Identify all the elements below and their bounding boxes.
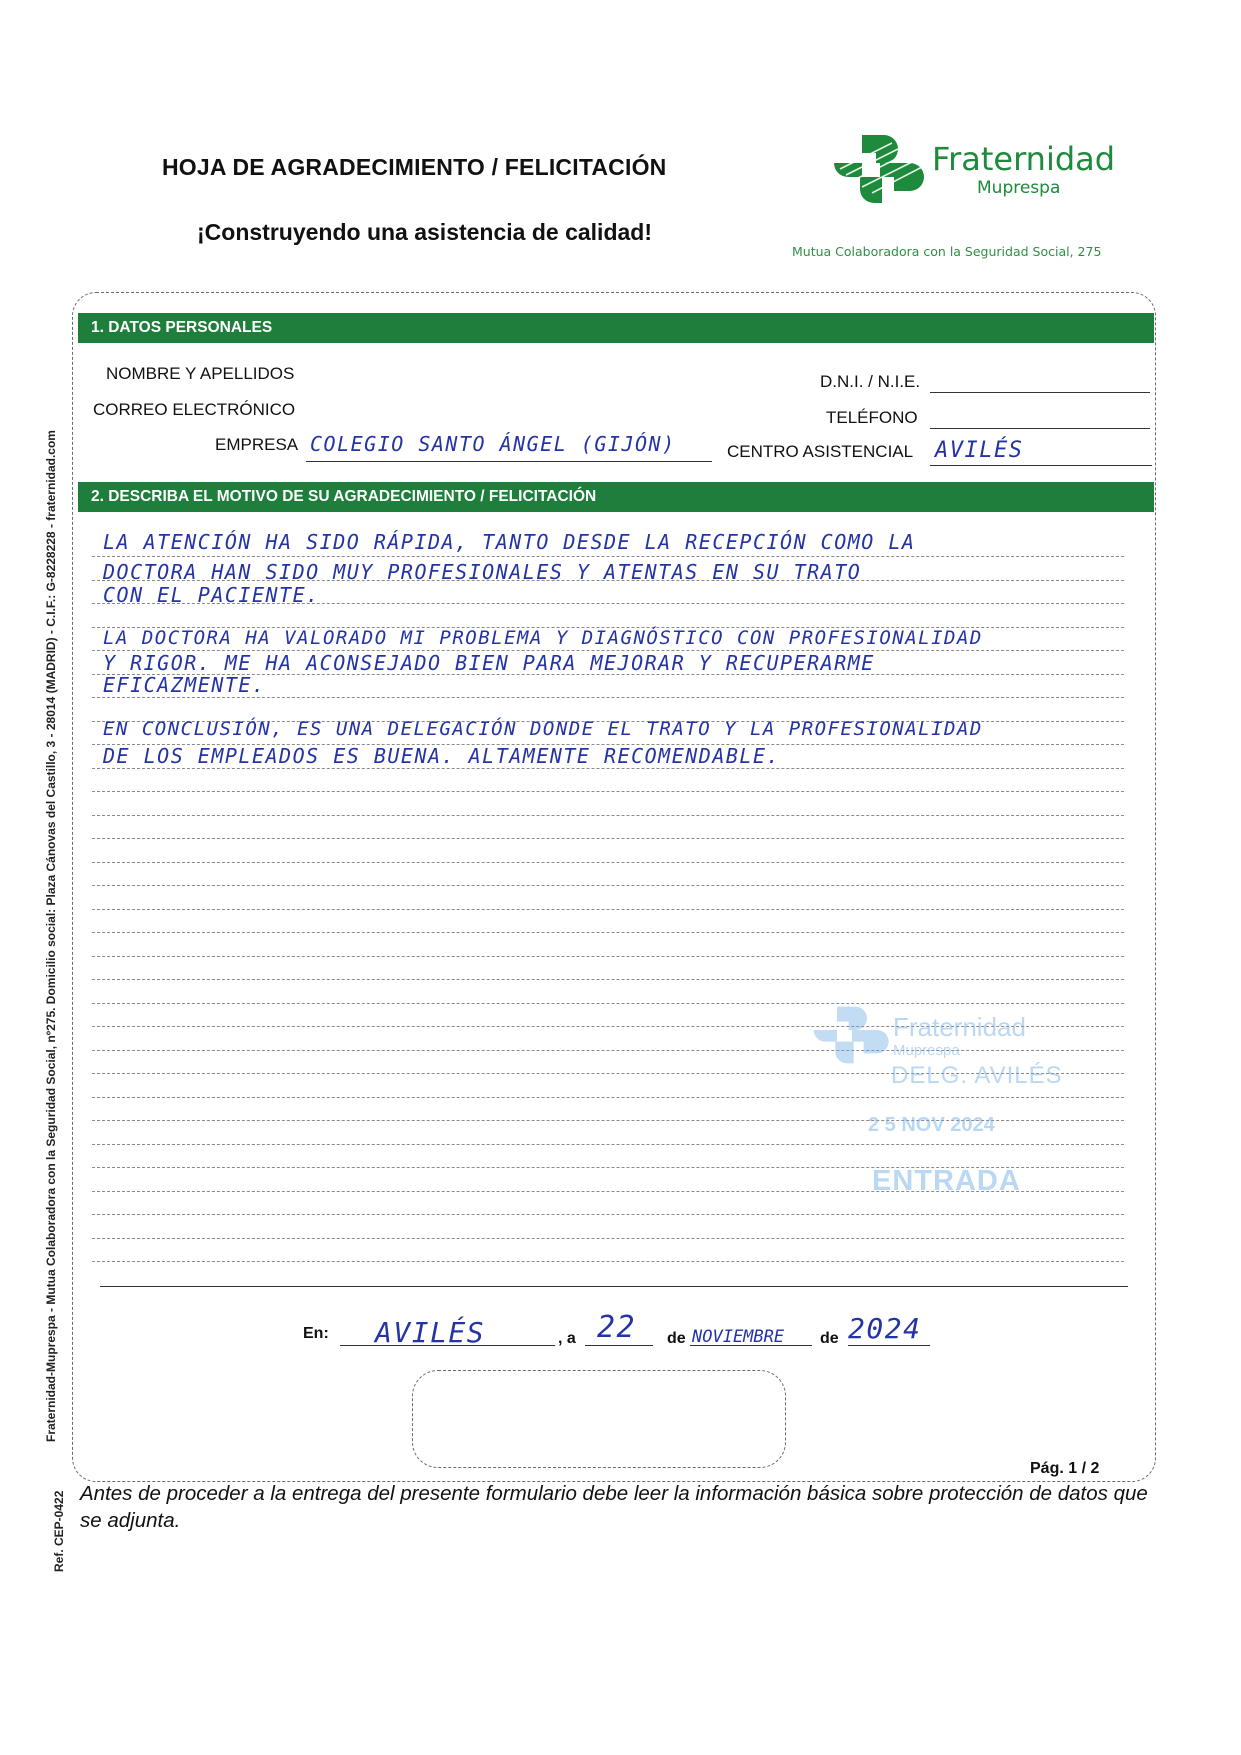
day-value[interactable]: 22 (597, 1310, 637, 1345)
ruled-line (92, 815, 1124, 816)
label-empresa: EMPRESA (215, 435, 299, 454)
reason-line: LA ATENCIÓN HA SIDO RÁPIDA, TANTO DESDE LA RECEPCIÓN COMO LA (103, 530, 916, 554)
dni-field[interactable] (930, 392, 1150, 393)
stamp-entrada: ENTRADA (872, 1165, 1021, 1197)
reason-line: EFICAZMENTE. (103, 673, 266, 697)
place-field-line (340, 1345, 555, 1346)
ruled-line (92, 979, 1124, 980)
logo-subword: Muprespa (977, 178, 1061, 198)
logo-wordmark: Fraternidad (932, 140, 1116, 178)
month-value[interactable]: NOVIEMBRE (692, 1327, 785, 1347)
ruled-line (92, 956, 1124, 957)
ruled-line (92, 1050, 1124, 1051)
year-field-line (848, 1345, 930, 1346)
form-frame (72, 292, 1156, 1482)
reason-line: Y RIGOR. ME HA ACONSEJADO BIEN PARA MEJORAR Y RECUPERARME (103, 651, 875, 675)
logo-tagline: Mutua Colaboradora con la Seguridad Social, 275 (792, 244, 1102, 259)
ruled-line (92, 556, 1124, 557)
side-legal-text: Fraternidad-Muprespa - Mutua Colaboradora con la Seguridad Social, nº275. Domicilio social: Plaza Cánovas del Castillo, 3 - 28014 (MADRID) - C.I.F.: G-8228228 - fraternidad.com (44, 430, 58, 1442)
label-de-2: de (820, 1330, 839, 1347)
ruled-line (92, 697, 1124, 698)
reason-line: DE LOS EMPLEADOS ES BUENA. ALTAMENTE RECOMENDABLE. (103, 744, 781, 768)
ruled-line (92, 1214, 1124, 1215)
stamp-logo-icon (812, 1004, 892, 1066)
ruled-line (92, 932, 1124, 933)
reason-line: DOCTORA HAN SIDO MUY PROFESIONALES Y ATENTAS EN SU TRATO (103, 560, 862, 584)
document-title: HOJA DE AGRADECIMIENTO / FELICITACIÓN (162, 154, 667, 180)
label-telefono: TELÉFONO (826, 408, 918, 427)
year-value[interactable]: 2024 (848, 1312, 922, 1345)
section-personal-data-header: 1. DATOS PERSONALES (78, 313, 1154, 343)
data-protection-note: Antes de proceder a la entrega del presente formulario debe leer la información básica sobre protección de datos que se adjunta. (80, 1482, 1148, 1532)
ruled-line (92, 1261, 1124, 1262)
month-field-line (690, 1345, 812, 1346)
day-field-line (585, 1345, 653, 1346)
label-de-1: de (667, 1330, 686, 1347)
stamp-date: 2 5 NOV 2024 (868, 1114, 995, 1136)
reason-end-line (100, 1286, 1128, 1287)
ruled-line (92, 768, 1124, 769)
empresa-field-line (306, 461, 712, 462)
reason-line: CON EL PACIENTE. (103, 583, 320, 607)
ruled-line (92, 1003, 1124, 1004)
ruled-line (92, 909, 1124, 910)
ruled-line (92, 1238, 1124, 1239)
document-subtitle: ¡Construyendo una asistencia de calidad! (197, 219, 652, 245)
ruled-line (92, 838, 1124, 839)
reason-line: LA DOCTORA HA VALORADO MI PROBLEMA Y DIAGNÓSTICO CON PROFESIONALIDAD (103, 627, 983, 649)
label-en: En: (303, 1325, 329, 1342)
label-a: , a (558, 1330, 576, 1347)
signature-box[interactable] (412, 1370, 786, 1468)
ruled-line (92, 1144, 1124, 1145)
centro-value[interactable]: AVILÉS (935, 438, 1024, 463)
ruled-line (92, 791, 1124, 792)
label-correo: CORREO ELECTRÓNICO (93, 400, 296, 419)
label-centro: CENTRO ASISTENCIAL (727, 442, 914, 461)
telefono-field[interactable] (930, 428, 1150, 429)
ruled-line (92, 862, 1124, 863)
label-nombre: NOMBRE Y APELLIDOS (106, 364, 295, 383)
page-number: Pág. 1 / 2 (1030, 1460, 1100, 1477)
place-value[interactable]: AVILÉS (375, 1316, 486, 1349)
ruled-line (92, 885, 1124, 886)
stamp-brand: Fraternidad (893, 1012, 1026, 1042)
ruled-line (92, 1097, 1124, 1098)
stamp-brand-sub: Muprespa (893, 1042, 960, 1059)
side-reference: Ref. CEP-0422 (52, 1490, 66, 1572)
centro-field-line (930, 465, 1152, 466)
fraternidad-cross-logo-icon (832, 133, 928, 205)
reason-line: EN CONCLUSIÓN, ES UNA DELEGACIÓN DONDE EL TRATO Y LA PROFESIONALIDAD (103, 718, 983, 740)
section-reason-header: 2. DESCRIBA EL MOTIVO DE SU AGRADECIMIENTO / FELICITACIÓN (78, 482, 1154, 512)
label-dni: D.N.I. / N.I.E. (820, 372, 921, 391)
empresa-value[interactable]: COLEGIO SANTO ÁNGEL (GIJÓN) (310, 432, 676, 456)
stamp-office: DELG. AVILÉS (891, 1062, 1063, 1089)
